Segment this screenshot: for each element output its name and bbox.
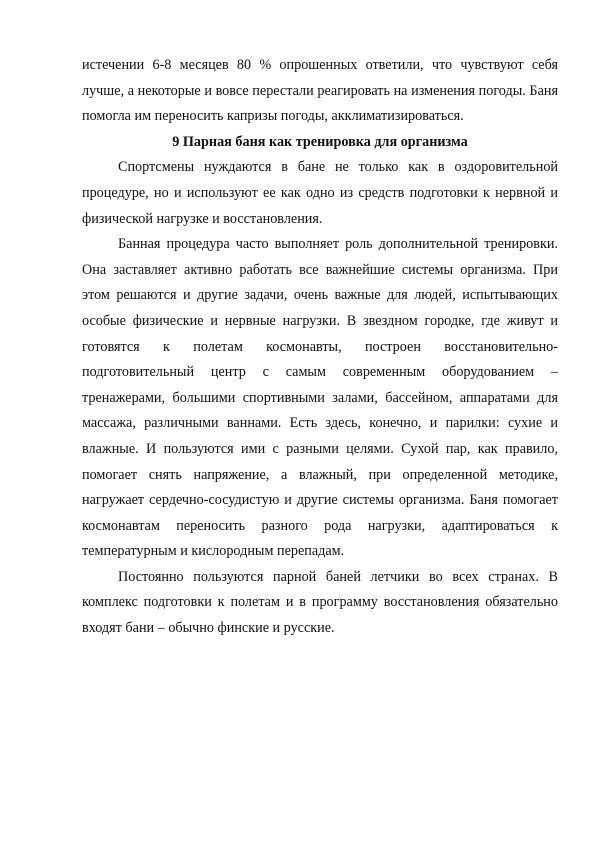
section-heading: 9 Парная баня как тренировка для организма: [172, 133, 468, 150]
paragraph-athletes: Спортсмены нуждаются в бане не только как в оздоровительной процедуре, но и используют ее как одно из средств подготовки к нервной и физической нагрузке и восстановления.: [82, 159, 558, 227]
paragraph-pilots: Постоянно пользуются парной баней летчики во всех странах. В комплекс подготовки к полетам и в программу восстановления обязательно входят бани – обычно финские и русские.: [82, 568, 558, 637]
page-content: [82, 53, 558, 642]
paragraph-continued: истечении 6-8 месяцев 80 % опрошенных ответили, что чувствуют себя лучше, а некоторые и вовсе перестали реагировать на изменения погоды. Баня помогла им переносить капризы погоды, акклиматизироваться.: [82, 57, 558, 125]
paragraph-training: Банная процедура часто выполняет роль дополнительной тренировки. Она заставляет активно работать все важнейшие системы организма. При этом решаются и другие задачи, очень важные для людей, испытывающих особые физические и нервные нагрузки. В звездном городке, где живут и готовятся к полетам космонавты, построен восстановительно-подготовительный центр с самым современным оборудованием – тренажерами, большими спортивными залами, бассейном, аппаратами для массажа, различными ваннами. Есть здесь, конечно, и парилки: сухие и влажные. И пользуются ими с разными целями. Сухой пар, как правило, помогает снять напряжение, а влажный, при определенной методике, нагружает сердечно-сосудистую и другие системы организма. Баня помогает космонавтам переносить разного рода нагрузки, адаптироваться к температурным и кислородным перепадам.: [82, 236, 558, 560]
